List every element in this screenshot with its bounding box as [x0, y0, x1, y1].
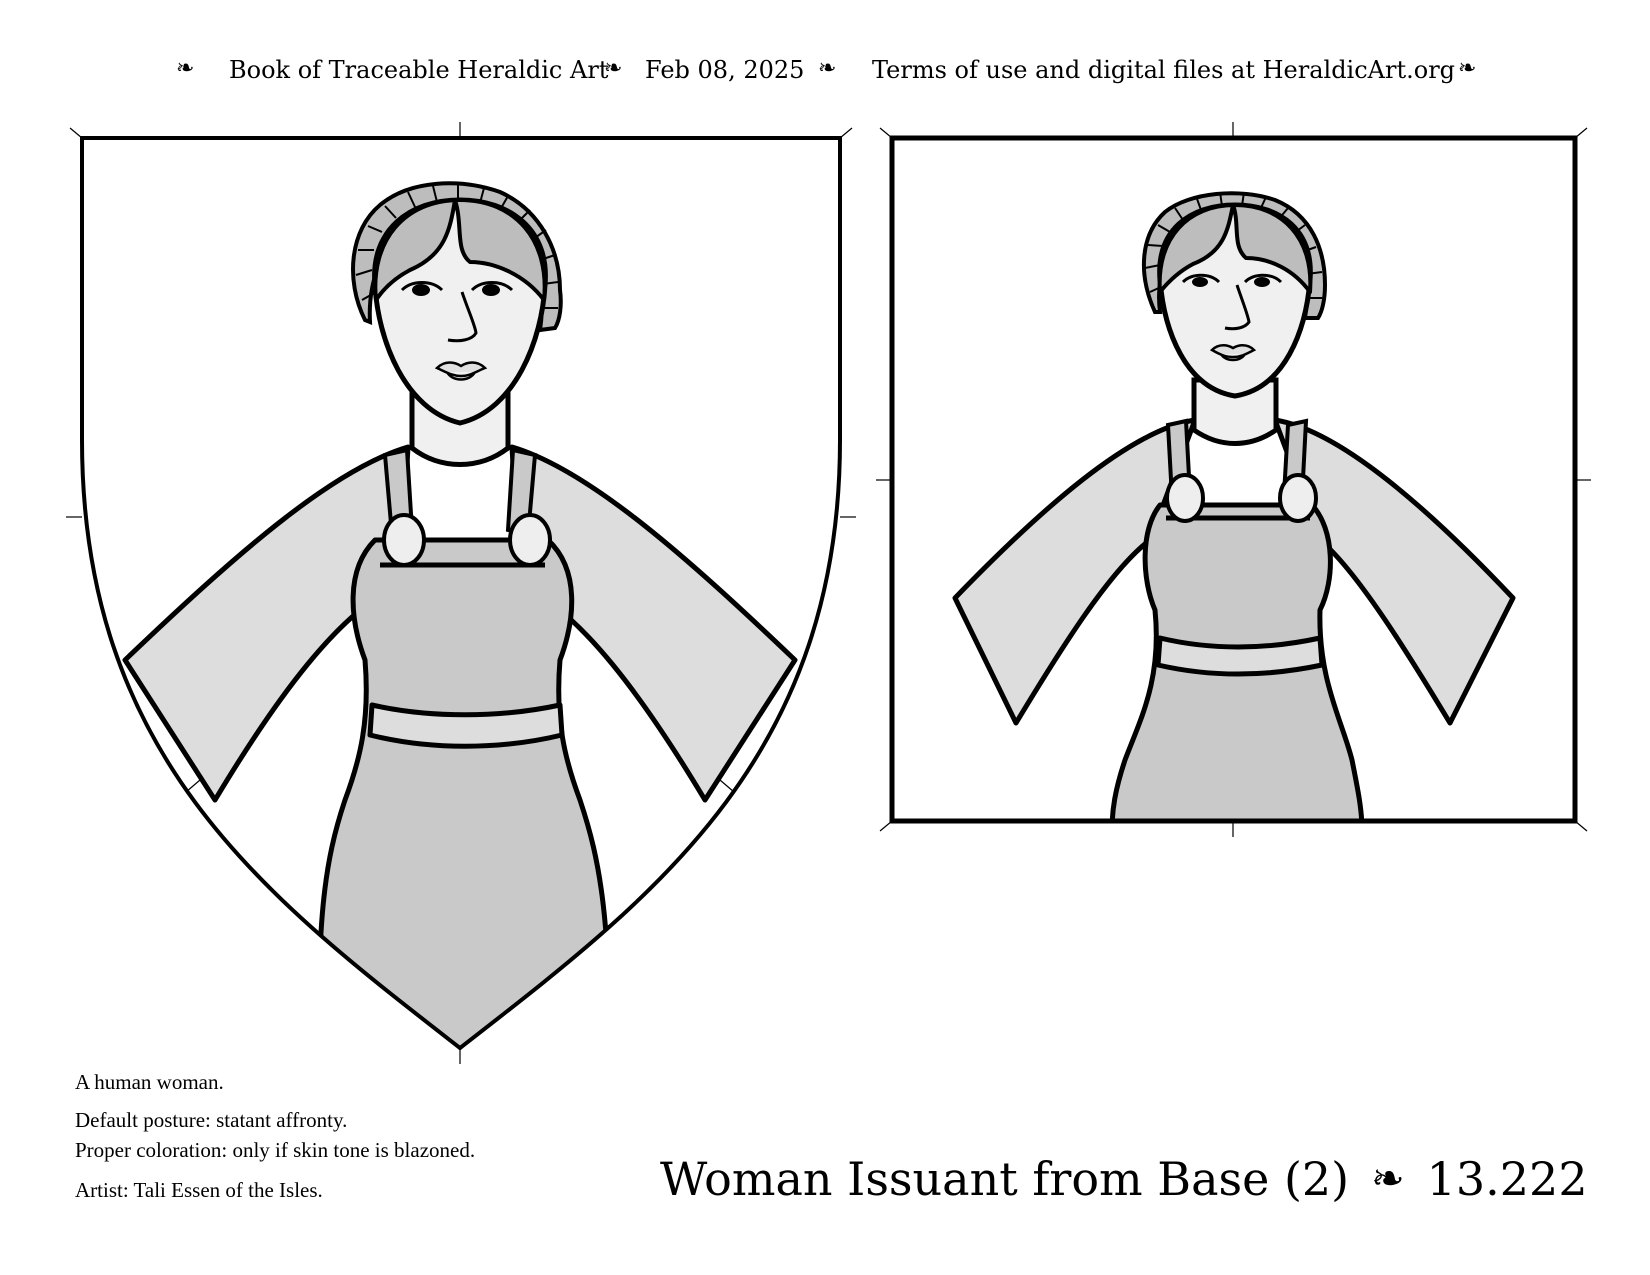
book-title: Book of Traceable Heraldic Art — [229, 56, 609, 84]
square-woman-figure — [955, 192, 1513, 830]
plate-name: Woman Issuant from Base (2) — [660, 1152, 1350, 1206]
description-line-1: A human woman. — [75, 1070, 224, 1094]
description-line-2: Default posture: statant affronty. — [75, 1108, 348, 1132]
square-left-brooch — [1167, 475, 1203, 521]
page-date: Feb 08, 2025 — [645, 56, 805, 84]
shield-dress — [319, 540, 610, 1100]
fleuron-icon: ❧ — [604, 56, 623, 81]
fleuron-icon: ❧ — [176, 56, 195, 81]
shield-left-brooch — [384, 515, 424, 565]
fleuron-icon: ❧ — [1458, 56, 1477, 81]
fleuron-icon: ❧ — [818, 56, 837, 81]
square-panel — [876, 122, 1591, 837]
terms-text: Terms of use and digital files at HeraldicArt.org — [872, 56, 1456, 84]
shield-right-brooch — [510, 515, 550, 565]
shield-panel — [66, 122, 856, 1100]
description-line-4: Artist: Tali Essen of the Isles. — [75, 1178, 323, 1202]
description-line-3: Proper coloration: only if skin tone is blazoned. — [75, 1138, 476, 1162]
plate-title — [660, 1148, 1588, 1218]
square-right-brooch — [1280, 475, 1316, 521]
fleuron-icon: ❧ — [1371, 1156, 1405, 1202]
shield-woman-figure — [125, 183, 795, 1100]
plate-number: 13.222 — [1426, 1152, 1588, 1206]
